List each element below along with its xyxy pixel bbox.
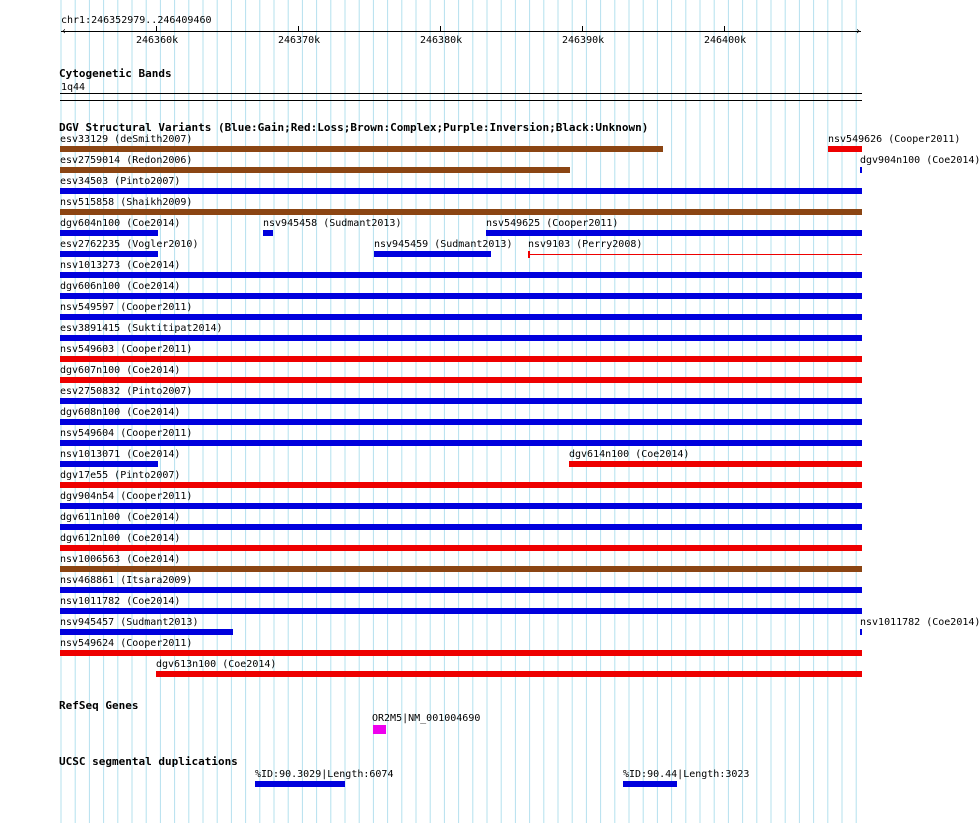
dgv-feature-label[interactable]: nsv549603 (Cooper2011) <box>60 344 193 355</box>
dgv-feature-bar[interactable] <box>60 587 862 593</box>
dgv-feature-label[interactable]: dgv604n100 (Coe2014) <box>60 218 181 229</box>
dgv-feature-bar[interactable] <box>60 440 862 446</box>
segdup-track-title: UCSC segmental duplications <box>59 755 238 768</box>
dgv-feature-bar[interactable] <box>569 461 862 467</box>
refseq-track-title: RefSeq Genes <box>59 699 139 712</box>
dgv-feature-label[interactable]: nsv945458 (Sudmant2013) <box>263 218 402 229</box>
dgv-feature-label[interactable]: nsv1011782 (Coe2014) <box>860 617 980 628</box>
dgv-feature-label[interactable]: dgv613n100 (Coe2014) <box>156 659 277 670</box>
dgv-feature-label[interactable]: dgv904n54 (Cooper2011) <box>60 491 193 502</box>
ruler-tick-label: 246380k <box>420 35 463 46</box>
dgv-feature-bar[interactable] <box>374 251 491 257</box>
region-label: chr1:246352979..246409460 <box>61 15 212 26</box>
dgv-feature-label[interactable]: nsv549597 (Cooper2011) <box>60 302 193 313</box>
dgv-feature-label[interactable]: nsv945457 (Sudmant2013) <box>60 617 199 628</box>
dgv-feature-bar[interactable] <box>860 167 862 173</box>
dgv-feature-bar[interactable] <box>60 419 862 425</box>
dgv-feature-bar[interactable] <box>60 314 862 320</box>
dgv-feature-bar[interactable] <box>60 461 158 467</box>
dgv-feature-label[interactable]: esv2762235 (Vogler2010) <box>60 239 199 250</box>
segdup-feature[interactable] <box>623 781 677 787</box>
cytoband-track-title: Cytogenetic Bands <box>59 67 172 80</box>
dgv-feature-label[interactable]: nsv549604 (Cooper2011) <box>60 428 193 439</box>
dgv-track-title: DGV Structural Variants (Blue:Gain;Red:Loss;Brown:Complex;Purple:Inversion;Black:Unknown) <box>59 121 649 134</box>
dgv-feature-label[interactable]: dgv611n100 (Coe2014) <box>60 512 181 523</box>
ruler-left-arrow: ‹ <box>61 26 68 37</box>
ruler-tick <box>440 26 441 31</box>
dgv-feature-bar[interactable] <box>60 335 862 341</box>
cytoband-label: 1q44 <box>61 82 86 93</box>
dgv-feature-bar[interactable] <box>60 293 862 299</box>
segdup-label[interactable]: %ID:90.3029|Length:6074 <box>255 769 394 780</box>
dgv-feature-label[interactable]: esv3891415 (Suktitipat2014) <box>60 323 223 334</box>
dgv-feature-label[interactable]: nsv1013273 (Coe2014) <box>60 260 181 271</box>
dgv-feature-bar[interactable] <box>60 167 570 173</box>
dgv-feature-bar[interactable] <box>60 482 862 488</box>
cytoband-bar-top <box>60 93 862 94</box>
ruler-tick-label: 246390k <box>562 35 605 46</box>
dgv-feature-bar[interactable] <box>60 272 862 278</box>
dgv-feature-label[interactable]: dgv608n100 (Coe2014) <box>60 407 181 418</box>
dgv-feature-label[interactable]: nsv468861 (Itsara2009) <box>60 575 193 586</box>
dgv-feature-bar[interactable] <box>156 671 862 677</box>
dgv-feature-label[interactable]: esv34503 (Pinto2007) <box>60 176 181 187</box>
dgv-feature-bar[interactable] <box>60 230 158 236</box>
segdup-label[interactable]: %ID:90.44|Length:3023 <box>623 769 750 780</box>
dgv-feature-label[interactable]: esv2759014 (Redon2006) <box>60 155 193 166</box>
dgv-feature-label[interactable]: nsv515858 (Shaikh2009) <box>60 197 193 208</box>
dgv-feature-label[interactable]: dgv904n100 (Coe2014) <box>860 155 980 166</box>
dgv-feature-label[interactable]: esv33129 (deSmith2007) <box>60 134 193 145</box>
ruler-tick <box>298 26 299 31</box>
ruler-tick <box>724 26 725 31</box>
ruler-axis <box>61 31 861 32</box>
dgv-feature-label[interactable]: nsv549625 (Cooper2011) <box>486 218 619 229</box>
ruler-tick <box>582 26 583 31</box>
dgv-feature-bar[interactable] <box>60 188 862 194</box>
dgv-feature-label[interactable]: nsv945459 (Sudmant2013) <box>374 239 513 250</box>
segdup-feature[interactable] <box>255 781 345 787</box>
dgv-feature-bar[interactable] <box>60 356 862 362</box>
ruler-tick <box>156 26 157 31</box>
dgv-feature-label[interactable]: nsv1006563 (Coe2014) <box>60 554 181 565</box>
dgv-feature-label[interactable]: nsv9103 (Perry2008) <box>528 239 643 250</box>
dgv-feature-bar[interactable] <box>828 146 862 152</box>
dgv-feature-bar[interactable] <box>486 230 862 236</box>
dgv-feature-bar[interactable] <box>60 650 862 656</box>
dgv-feature-bar[interactable] <box>60 524 862 530</box>
dgv-feature-label[interactable]: nsv549624 (Cooper2011) <box>60 638 193 649</box>
dgv-feature-label[interactable]: dgv614n100 (Coe2014) <box>569 449 690 460</box>
dgv-feature-bar[interactable] <box>60 566 862 572</box>
dgv-feature-label[interactable]: nsv549626 (Cooper2011) <box>828 134 961 145</box>
dgv-feature-bar[interactable] <box>60 503 862 509</box>
refseq-gene-label[interactable]: OR2M5|NM_001004690 <box>372 713 481 724</box>
dgv-feature-label[interactable]: esv2750832 (Pinto2007) <box>60 386 193 397</box>
dgv-feature-label[interactable]: nsv1011782 (Coe2014) <box>60 596 181 607</box>
dgv-feature-bar[interactable] <box>60 146 663 152</box>
dgv-feature-bar[interactable] <box>60 545 862 551</box>
dgv-feature-bar[interactable] <box>263 230 273 236</box>
dgv-feature-bar[interactable] <box>60 629 233 635</box>
dgv-feature-bar[interactable] <box>860 629 862 635</box>
dgv-feature-label[interactable]: dgv612n100 (Coe2014) <box>60 533 181 544</box>
dgv-feature-label[interactable]: dgv606n100 (Coe2014) <box>60 281 181 292</box>
ruler-tick-label: 246400k <box>704 35 747 46</box>
dgv-feature-bar[interactable] <box>60 251 158 257</box>
dgv-feature-label[interactable]: dgv607n100 (Coe2014) <box>60 365 181 376</box>
refseq-gene-feature[interactable] <box>373 725 386 734</box>
dgv-feature-label[interactable]: dgv17e55 (Pinto2007) <box>60 470 181 481</box>
dgv-feature-label[interactable]: nsv1013071 (Coe2014) <box>60 449 181 460</box>
dgv-feature-bar[interactable] <box>528 254 862 255</box>
ruler-tick-label: 246360k <box>136 35 179 46</box>
dgv-feature-bar[interactable] <box>60 608 862 614</box>
ruler-right-arrow: › <box>855 26 862 37</box>
ruler-tick-label: 246370k <box>278 35 321 46</box>
dgv-feature-bar[interactable] <box>60 209 862 215</box>
dgv-feature-bar[interactable] <box>60 398 862 404</box>
cytoband-bar-bottom <box>60 100 862 101</box>
dgv-feature-bar[interactable] <box>60 377 862 383</box>
